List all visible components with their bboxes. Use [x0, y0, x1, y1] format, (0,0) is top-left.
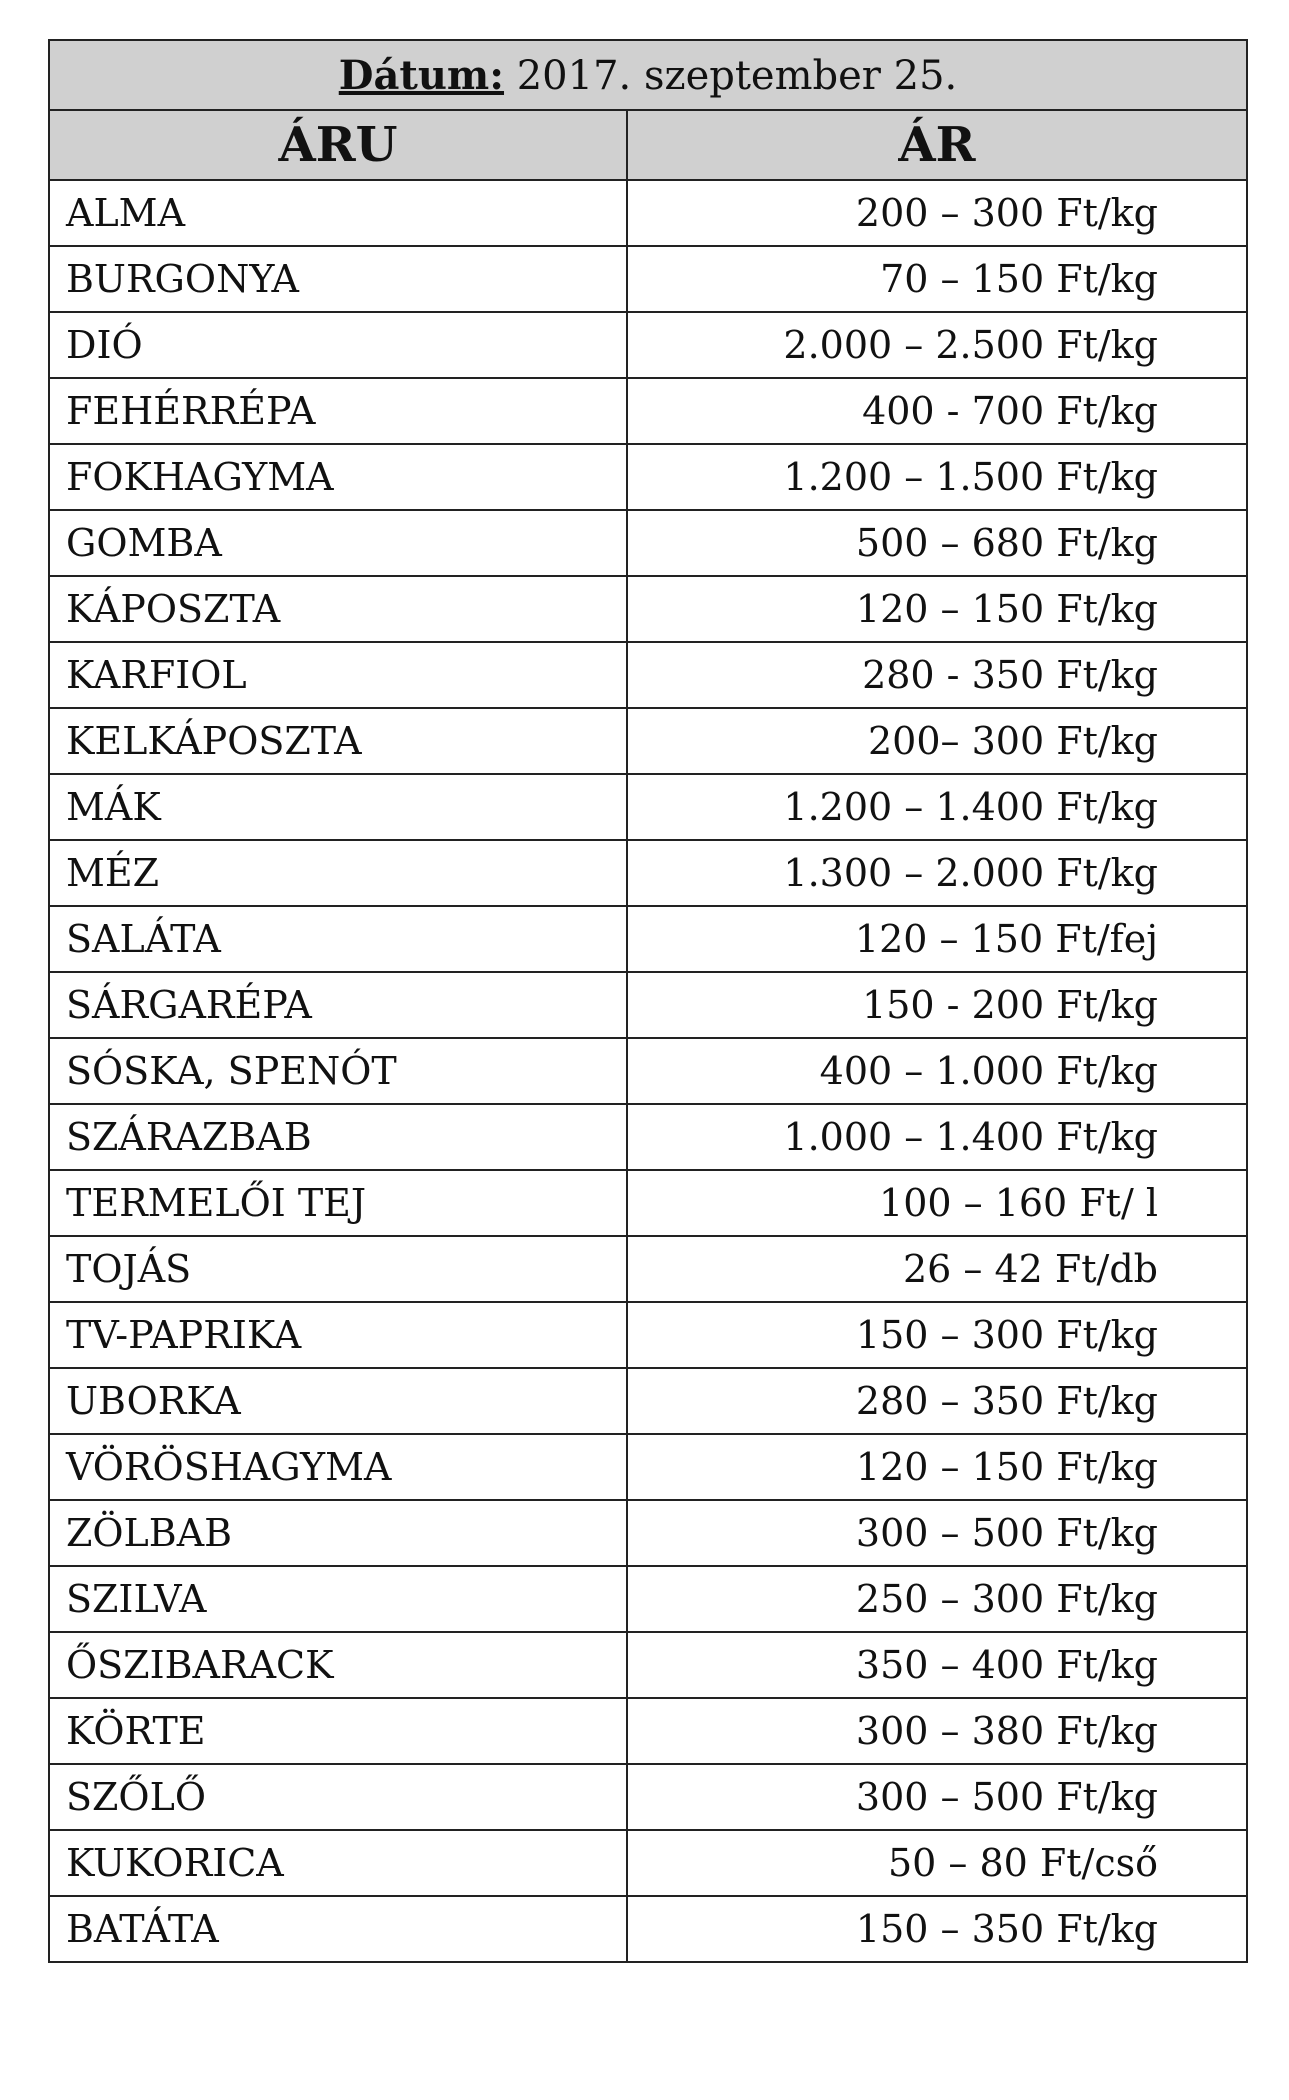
price-cell: 26 – 42 Ft/db	[627, 1236, 1247, 1302]
price-cell: 280 – 350 Ft/kg	[627, 1368, 1247, 1434]
table-row	[49, 1170, 1247, 1236]
item-name-cell: SÁRGARÉPA	[49, 972, 627, 1038]
table-row	[49, 444, 1247, 510]
price-cell: 500 – 680 Ft/kg	[627, 510, 1247, 576]
item-name-cell: BATÁTA	[49, 1896, 627, 1962]
item-name-cell: MÁK	[49, 774, 627, 840]
table-row	[49, 510, 1247, 576]
price-cell: 280 - 350 Ft/kg	[627, 642, 1247, 708]
price-cell: 100 – 160 Ft/ l	[627, 1170, 1247, 1236]
price-cell: 400 – 1.000 Ft/kg	[627, 1038, 1247, 1104]
item-name-cell: MÉZ	[49, 840, 627, 906]
price-cell: 150 – 350 Ft/kg	[627, 1896, 1247, 1962]
item-name-cell: DIÓ	[49, 312, 627, 378]
table-row	[49, 840, 1247, 906]
table-body	[49, 180, 1247, 1962]
table-row	[49, 1302, 1247, 1368]
item-name-cell: BURGONYA	[49, 246, 627, 312]
item-name-cell: SÓSKA, SPENÓT	[49, 1038, 627, 1104]
price-cell: 200 – 300 Ft/kg	[627, 180, 1247, 246]
price-cell: 200– 300 Ft/kg	[627, 708, 1247, 774]
price-cell: 300 – 380 Ft/kg	[627, 1698, 1247, 1764]
table-row	[49, 1104, 1247, 1170]
item-name-cell: UBORKA	[49, 1368, 627, 1434]
date-row	[49, 40, 1247, 110]
item-name-cell: SZILVA	[49, 1566, 627, 1632]
price-cell: 120 – 150 Ft/kg	[627, 576, 1247, 642]
item-column-header: ÁRU	[49, 110, 627, 180]
table-row	[49, 906, 1247, 972]
item-name-cell: KÁPOSZTA	[49, 576, 627, 642]
item-name-cell: TERMELŐI TEJ	[49, 1170, 627, 1236]
table-row	[49, 1896, 1247, 1962]
date-cell	[49, 40, 1247, 110]
price-cell: 120 – 150 Ft/fej	[627, 906, 1247, 972]
date-label: Dátum:	[338, 51, 505, 99]
item-name-cell: SZŐLŐ	[49, 1764, 627, 1830]
table-row	[49, 1566, 1247, 1632]
item-name-cell: ŐSZIBARACK	[49, 1632, 627, 1698]
item-name-cell: ZÖLBAB	[49, 1500, 627, 1566]
table-row	[49, 972, 1247, 1038]
item-name-cell: KUKORICA	[49, 1830, 627, 1896]
item-name-cell: KÖRTE	[49, 1698, 627, 1764]
price-cell: 1.300 – 2.000 Ft/kg	[627, 840, 1247, 906]
table-row	[49, 180, 1247, 246]
item-name-cell: SALÁTA	[49, 906, 627, 972]
table-row	[49, 1038, 1247, 1104]
item-name-cell: TOJÁS	[49, 1236, 627, 1302]
date-value: 2017. szeptember 25.	[516, 52, 958, 99]
item-name-cell: SZÁRAZBAB	[49, 1104, 627, 1170]
table-row	[49, 576, 1247, 642]
price-cell: 400 - 700 Ft/kg	[627, 378, 1247, 444]
table-row	[49, 1698, 1247, 1764]
price-cell: 150 - 200 Ft/kg	[627, 972, 1247, 1038]
item-name-cell: KELKÁPOSZTA	[49, 708, 627, 774]
item-name-cell: VÖRÖSHAGYMA	[49, 1434, 627, 1500]
table-row	[49, 642, 1247, 708]
price-cell: 250 – 300 Ft/kg	[627, 1566, 1247, 1632]
item-name-cell: ALMA	[49, 180, 627, 246]
price-cell: 50 – 80 Ft/cső	[627, 1830, 1247, 1896]
price-cell: 2.000 – 2.500 Ft/kg	[627, 312, 1247, 378]
table-row	[49, 378, 1247, 444]
table-row	[49, 246, 1247, 312]
table-row	[49, 1830, 1247, 1896]
item-name-cell: KARFIOL	[49, 642, 627, 708]
table-row	[49, 1368, 1247, 1434]
item-name-cell: TV-PAPRIKA	[49, 1302, 627, 1368]
table-row	[49, 1632, 1247, 1698]
table-row	[49, 774, 1247, 840]
price-cell: 300 – 500 Ft/kg	[627, 1500, 1247, 1566]
price-cell: 150 – 300 Ft/kg	[627, 1302, 1247, 1368]
table-row	[49, 1434, 1247, 1500]
price-cell: 1.200 – 1.500 Ft/kg	[627, 444, 1247, 510]
price-column-header: ÁR	[627, 110, 1247, 180]
table-row	[49, 1236, 1247, 1302]
price-cell: 1.200 – 1.400 Ft/kg	[627, 774, 1247, 840]
price-table	[48, 39, 1248, 1963]
price-cell: 350 – 400 Ft/kg	[627, 1632, 1247, 1698]
table-row	[49, 708, 1247, 774]
price-cell: 70 – 150 Ft/kg	[627, 246, 1247, 312]
table-row	[49, 1500, 1247, 1566]
price-cell: 1.000 – 1.400 Ft/kg	[627, 1104, 1247, 1170]
item-name-cell: FEHÉRRÉPA	[49, 378, 627, 444]
price-cell: 300 – 500 Ft/kg	[627, 1764, 1247, 1830]
item-name-cell: GOMBA	[49, 510, 627, 576]
price-cell: 120 – 150 Ft/kg	[627, 1434, 1247, 1500]
table-row	[49, 1764, 1247, 1830]
header-row	[49, 110, 1247, 180]
table-row	[49, 312, 1247, 378]
item-name-cell: FOKHAGYMA	[49, 444, 627, 510]
